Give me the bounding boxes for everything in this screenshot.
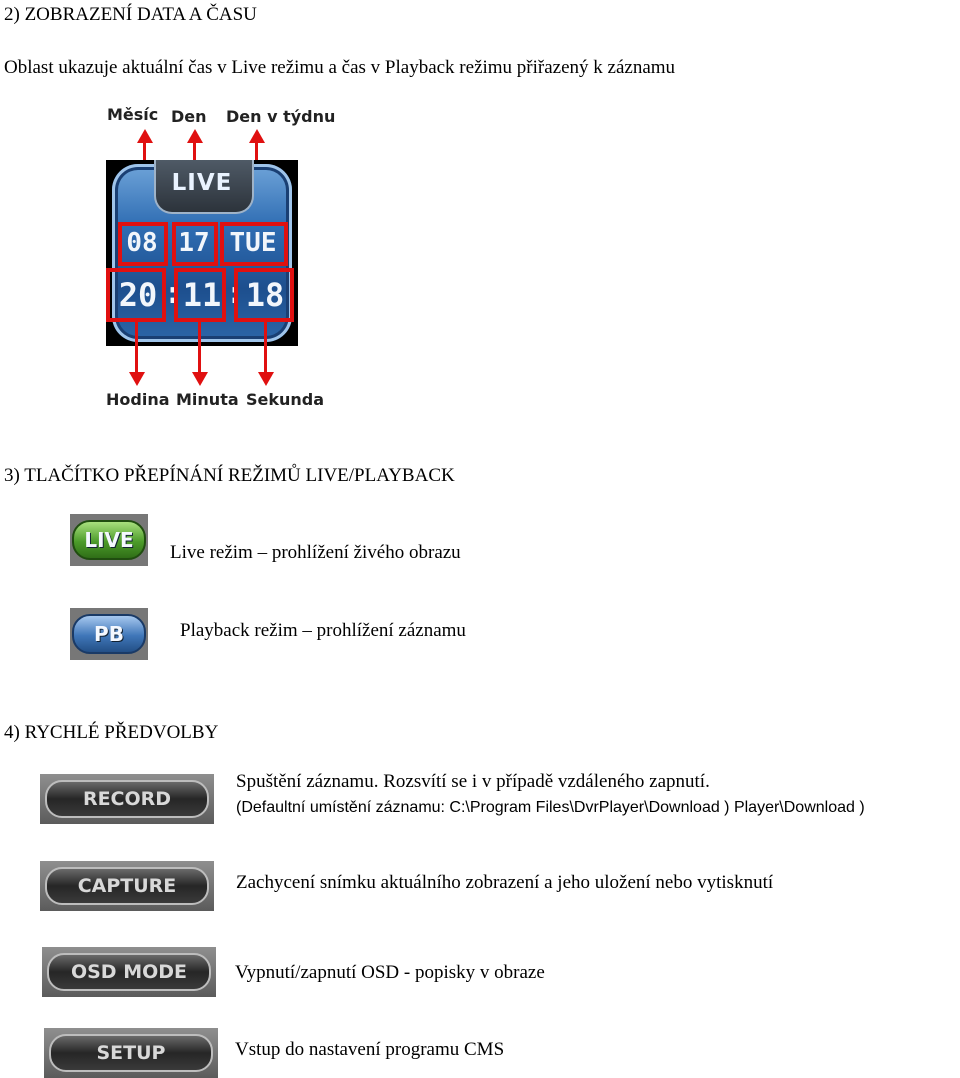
arrow-up-month: [137, 129, 153, 143]
section-4-heading: 4) RYCHLÉ PŘEDVOLBY: [4, 722, 219, 743]
section-3-heading: 3) TLAČÍTKO PŘEPÍNÁNÍ REŽIMŮ LIVE/PLAYBACK: [4, 465, 455, 486]
record-description: Spuštění záznamu. Rozsvítí se i v případě vzdáleného zapnutí.: [236, 771, 710, 792]
clock-month: 08: [126, 228, 158, 258]
highlight-month: [118, 222, 168, 266]
pb-button-label: PB: [72, 614, 146, 654]
osd-description: Vypnutí/zapnutí OSD - popisky v obraze: [235, 962, 545, 983]
record-location-note: (Defaultní umístění záznamu: C:\Program Files\DvrPlayer\Download ) Player\Download ): [236, 799, 865, 816]
record-button[interactable]: [40, 774, 214, 824]
highlight-minute: [174, 268, 226, 322]
osd-mode-button-label: OSD MODE: [47, 953, 211, 991]
clock-day: 17: [178, 228, 210, 258]
arrow-line-hour: [135, 322, 138, 374]
highlight-day: [172, 222, 218, 266]
live-button-label: LIVE: [72, 520, 146, 560]
clock-mode-label: LIVE: [171, 170, 233, 196]
clock-separator-2: :: [226, 276, 245, 311]
arrow-up-weekday: [249, 129, 265, 143]
label-weekday: Den v týdnu: [226, 107, 336, 126]
live-mode-button[interactable]: [70, 514, 148, 566]
clock-weekday: TUE: [229, 228, 277, 258]
arrow-down-minute: [192, 372, 208, 386]
label-minute: Minuta: [176, 390, 239, 409]
clock-hour: 20: [118, 276, 158, 314]
highlight-weekday: [220, 222, 288, 266]
label-second: Sekunda: [246, 390, 325, 409]
clock-minute: 11: [182, 276, 222, 314]
clock-second: 18: [245, 276, 285, 314]
capture-button[interactable]: [40, 861, 214, 911]
arrow-down-hour: [129, 372, 145, 386]
setup-description: Vstup do nastavení programu CMS: [235, 1039, 505, 1060]
arrow-line-minute: [198, 322, 201, 374]
record-button-label: RECORD: [45, 780, 209, 818]
clock-widget: [106, 160, 298, 346]
clock-separator-1: :: [164, 276, 183, 311]
playback-mode-button[interactable]: [70, 608, 148, 660]
section-2-description: Oblast ukazuje aktuální čas v Live režimu a čas v Playback režimu přiřazený k záznamu: [4, 57, 676, 78]
setup-button-label: SETUP: [49, 1034, 213, 1072]
arrow-down-second: [258, 372, 274, 386]
arrow-line-second: [264, 322, 267, 374]
live-mode-description: Live režim – prohlížení živého obrazu: [170, 542, 461, 563]
capture-button-label: CAPTURE: [45, 867, 209, 905]
highlight-hour: [106, 268, 166, 322]
section-2-heading: 2) ZOBRAZENÍ DATA A ČASU: [4, 4, 257, 25]
label-month: Měsíc: [107, 105, 159, 124]
highlight-second: [234, 268, 294, 322]
label-hour: Hodina: [106, 390, 170, 409]
arrow-up-day: [187, 129, 203, 143]
setup-button[interactable]: [44, 1028, 218, 1078]
playback-mode-description: Playback režim – prohlížení záznamu: [180, 620, 466, 641]
capture-description: Zachycení snímku aktuálního zobrazení a jeho uložení nebo vytisknutí: [236, 872, 774, 893]
osd-mode-button[interactable]: [42, 947, 216, 997]
label-day: Den: [171, 107, 207, 126]
